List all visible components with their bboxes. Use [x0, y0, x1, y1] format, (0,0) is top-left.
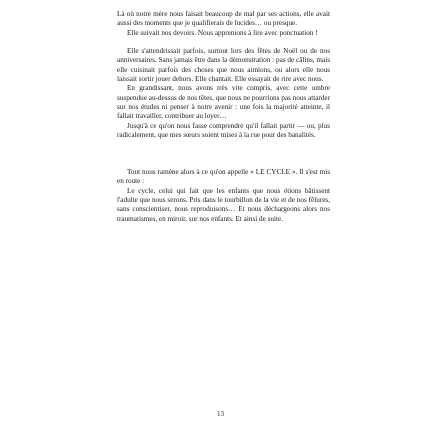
paragraph-the-cycle-intro: Tout nous ramène alors à ce qu'on appelle « LE CYCLE ». Il s'est mis en route : — [117, 168, 330, 186]
paragraph-spacer — [117, 38, 330, 47]
section-spacer — [117, 140, 330, 168]
paragraph-leaving: Jusqu'à ce qu'on nous fasse comprendre qu'il fallait partir — ou, plus radicalement, que mes sœurs soient mises à la rue pour des banalités. — [117, 121, 330, 139]
document-page — [117, 10, 330, 224]
page-number: 13 — [217, 410, 224, 418]
paragraph-growing-up: En grandissant, nous avons très vite compris, avec cette ombre suspendue au-dessus de nos têtes, que nous ne pourrions pas nous attarder sur nos études ni penser à notre avenir : une fois la majorité atteinte, il fallait travailler, contribuer au loyer… — [117, 84, 330, 121]
paragraph-the-cycle-explained: Le cycle, celui qui fait que les enfants que nous étions bâtissent l'adulte que nous serons. Pris dans le tourbillon de la vie et de nos fêlures, sans conscientiser, nous reproduisons… Et nous déchargeons alors nos traumatismes, en miroir, sur nos enfants. Et ainsi de suite. — [117, 186, 330, 223]
paragraph-mother-lucid-moments: Là où notre mère nous faisait beaucoup de mal par ses actions, elle avait aussi des moments que je qualifierais de lucides… ou presque. — [117, 10, 330, 28]
paragraph-homework: Elle suivait nos devoirs. Nous apprenions à lire avec ponctuation ! — [127, 28, 318, 37]
paragraph-holidays: Elle s'attendrissait parfois, surtout lors des fêtes de Noël ou de nos anniversaires. Sans jamais être dans la démonstration : pas de câlins, mais elle cuisinait parfois des choses que nous aimions, ou alors elle nous laissait sortir jouer dehors. Elle chantait. Elle essayait de rire avec nous. — [117, 47, 330, 84]
